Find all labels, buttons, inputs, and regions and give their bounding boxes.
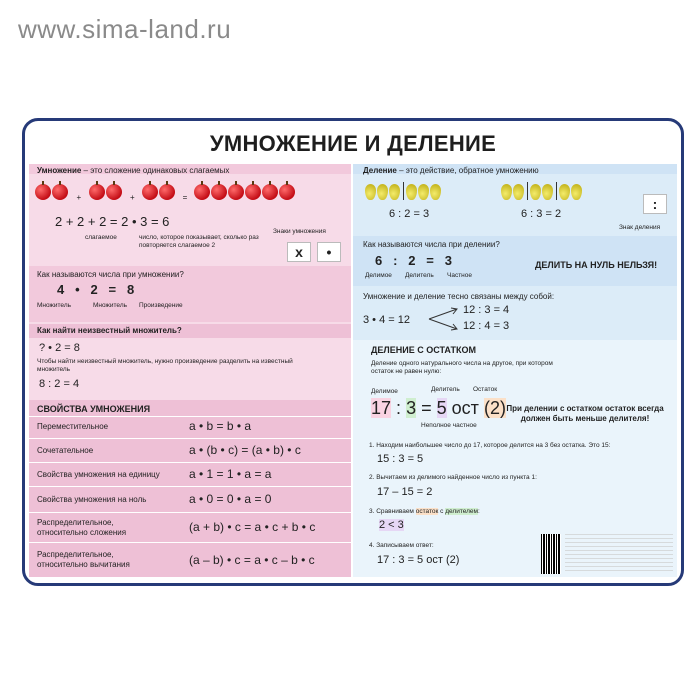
label-count: число, которое показывает, сколько раз повторяется слагаемое 2 bbox=[139, 234, 259, 249]
barcode bbox=[541, 534, 561, 574]
question-unknown-factor: Как найти неизвестный множитель? bbox=[37, 326, 182, 335]
step-1: 1. Находим наибольшее число до 17, которое делится на 3 без остатка. Это 15: bbox=[369, 442, 611, 449]
unknown-solution: 8 : 2 = 4 bbox=[39, 378, 80, 390]
pear-icon bbox=[418, 184, 429, 200]
step-3-equation: 2 < 3 bbox=[379, 519, 404, 531]
pear-icon bbox=[542, 184, 553, 200]
apple-icon bbox=[262, 184, 278, 200]
relation-arrows bbox=[427, 304, 461, 334]
step-2-equation: 17 – 15 = 2 bbox=[377, 486, 433, 498]
step-3: 3. Сравниваем остаток с делителем: bbox=[369, 508, 480, 515]
multiplication-definition: Умножение – это сложение одинаковых слагаемых bbox=[37, 166, 230, 175]
apple-icon bbox=[194, 184, 210, 200]
name-factor-1: Множитель bbox=[37, 302, 72, 309]
pear-equation-1: 6 : 2 = 3 bbox=[389, 208, 430, 220]
relation-2: 12 : 4 = 3 bbox=[463, 320, 510, 332]
zero-division-rule: ДЕЛИТЬ НА НУЛЬ НЕЛЬЗЯ! bbox=[535, 260, 658, 270]
sum-equation: 2 + 2 + 2 = 2 • 3 = 6 bbox=[55, 214, 170, 229]
step-1-equation: 15 : 3 = 5 bbox=[377, 453, 424, 465]
name-factor-2: Множитель bbox=[93, 302, 128, 309]
sign-division: : bbox=[643, 194, 667, 214]
step-4: 4. Записываем ответ: bbox=[369, 542, 434, 549]
pears-group-1 bbox=[365, 182, 442, 200]
question-div-names: Как называются числа при делении? bbox=[363, 240, 500, 249]
unknown-equation: ? • 2 = 8 bbox=[39, 342, 80, 354]
division-definition: Деление – это действие, обратное умножению bbox=[363, 166, 539, 175]
publisher-info bbox=[565, 534, 673, 574]
pear-icon bbox=[501, 184, 512, 200]
pear-icon bbox=[513, 184, 524, 200]
label-incomplete-quotient: Неполное частное bbox=[421, 422, 477, 429]
relation-base: 3 • 4 = 12 bbox=[363, 314, 410, 326]
pear-icon bbox=[430, 184, 441, 200]
apple-icon bbox=[106, 184, 122, 200]
name-divisor: Делитель bbox=[405, 272, 434, 279]
property-name: Переместительное bbox=[37, 422, 109, 431]
unknown-rule: Чтобы найти неизвестный множитель, нужно произведение разделить на известный множитель bbox=[37, 358, 293, 373]
step-2: 2. Вычитаем из делимого найденное число из пункта 1: bbox=[369, 474, 537, 481]
label-mult-signs: Знаки умножения bbox=[273, 228, 326, 235]
step-4-equation: 17 : 3 = 5 ост (2) bbox=[377, 554, 460, 566]
mult-example: 4 • 2 = 8 bbox=[57, 282, 135, 297]
property-name: Распределительное, относительно сложения bbox=[37, 518, 127, 537]
label-addend: слагаемое bbox=[85, 234, 117, 241]
division-example: 6 : 2 = 3 bbox=[375, 253, 452, 268]
property-formula: (a + b) • c = a • c + b • c bbox=[189, 520, 316, 534]
remainder-expression: 17 : 3 = 5 ост (2) bbox=[371, 398, 506, 418]
pear-icon bbox=[559, 184, 570, 200]
name-product: Произведение bbox=[139, 302, 183, 309]
poster bbox=[22, 118, 684, 586]
name-dividend: Делимое bbox=[365, 272, 392, 279]
sign-dot: • bbox=[317, 242, 341, 262]
apple-icon bbox=[52, 184, 68, 200]
property-name: Распределительное, относительно вычитания bbox=[37, 550, 130, 569]
relation-1: 12 : 3 = 4 bbox=[463, 304, 510, 316]
watermark: www.sima-land.ru bbox=[18, 14, 232, 44]
apples-row: + + = bbox=[35, 184, 296, 205]
property-formula: (a – b) • c = a • c – b • c bbox=[189, 553, 315, 567]
label-rem-dividend: Делимое bbox=[371, 388, 398, 395]
label-rem-divisor: Делитель bbox=[431, 386, 460, 393]
apple-icon bbox=[159, 184, 175, 200]
name-quotient: Частное bbox=[447, 272, 472, 279]
properties-title: СВОЙСТВА УМНОЖЕНИЯ bbox=[37, 404, 151, 414]
property-formula: a • b = b • a bbox=[189, 419, 252, 433]
property-name: Свойства умножения на единицу bbox=[37, 470, 160, 479]
pear-icon bbox=[389, 184, 400, 200]
apple-icon bbox=[89, 184, 105, 200]
pear-icon bbox=[377, 184, 388, 200]
property-formula: a • (b • c) = (a • b) • c bbox=[189, 443, 301, 457]
property-name: Свойства умножения на ноль bbox=[37, 495, 147, 504]
pear-icon bbox=[365, 184, 376, 200]
pears-group-2 bbox=[501, 182, 583, 200]
apple-icon bbox=[245, 184, 261, 200]
property-name: Сочетательное bbox=[37, 446, 94, 455]
apple-icon bbox=[211, 184, 227, 200]
pear-icon bbox=[406, 184, 417, 200]
question-mult-names: Как называются числа при умножении? bbox=[37, 270, 184, 279]
right-panel-division bbox=[353, 164, 677, 577]
pear-icon bbox=[530, 184, 541, 200]
apple-icon bbox=[228, 184, 244, 200]
pear-equation-2: 6 : 3 = 2 bbox=[521, 208, 562, 220]
remainder-title: ДЕЛЕНИЕ С ОСТАТКОМ bbox=[371, 345, 476, 355]
relation-text: Умножение и деление тесно связаны между собой: bbox=[363, 292, 555, 301]
apple-icon bbox=[279, 184, 295, 200]
sign-x: x bbox=[287, 242, 311, 262]
property-formula: a • 0 = 0 • a = 0 bbox=[189, 492, 272, 506]
label-division-sign: Знак деления bbox=[619, 224, 661, 231]
pear-icon bbox=[571, 184, 582, 200]
apple-icon bbox=[142, 184, 158, 200]
label-rem-remainder: Остаток bbox=[473, 386, 498, 393]
page-title: УМНОЖЕНИЕ И ДЕЛЕНИЕ bbox=[209, 131, 497, 156]
remainder-rule: При делении с остатком остаток всегда должен быть меньше делителя! bbox=[506, 404, 664, 423]
property-formula: a • 1 = 1 • a = a bbox=[189, 467, 272, 481]
remainder-definition: Деление одного натурального числа на другое, при котором остаток не равен нулю: bbox=[371, 360, 553, 375]
left-panel-multiplication bbox=[29, 164, 351, 577]
apple-icon bbox=[35, 184, 51, 200]
